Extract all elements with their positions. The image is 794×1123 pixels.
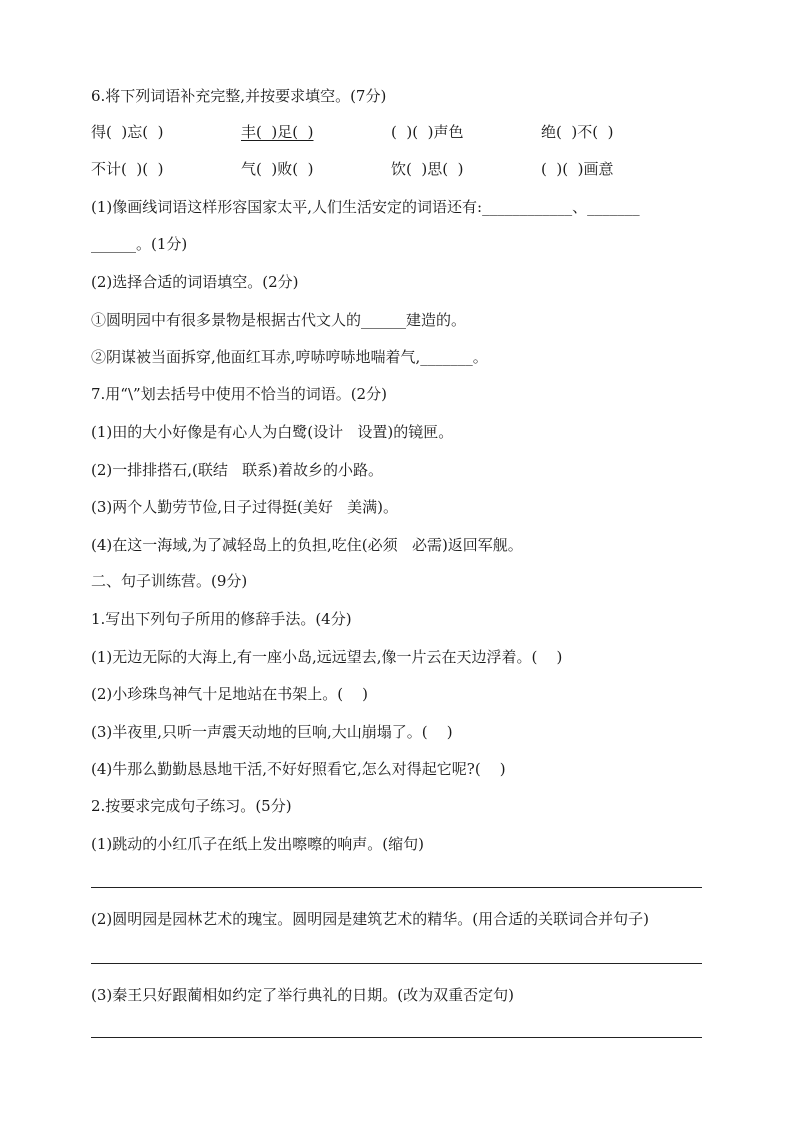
s2-q1-item[interactable]: (3)半夜里,只听一声震天动地的巨响,大山崩塌了。( ) xyxy=(91,723,453,741)
idiom-blank[interactable]: ( )( )声色 xyxy=(391,123,464,141)
q7-item[interactable]: (1)田的大小好像是有心人为白鹭(设计 设置)的镜匣。 xyxy=(91,423,454,441)
q6-heading: 6.将下列词语补充完整,并按要求填空。(7分) xyxy=(91,87,387,105)
idiom-blank[interactable]: 得( )忘( ) xyxy=(91,123,164,141)
q6-sub1-line1[interactable]: (1)像画线词语这样形容国家太平,人们生活安定的词语还有:____________、_______ xyxy=(91,198,640,216)
idiom-blank[interactable]: 饮( )思( ) xyxy=(391,160,464,178)
q7-item[interactable]: (3)两个人勤劳节俭,日子过得挺(美好 美满)。 xyxy=(91,498,399,516)
s2-q2-item: (1)跳动的小红爪子在纸上发出嚓嚓的响声。(缩句) xyxy=(91,835,424,853)
q6-idiom-row-1 xyxy=(91,122,651,142)
s2-q1-item[interactable]: (4)牛那么勤勤恳恳地干活,不好好照看它,怎么对得起它呢?( ) xyxy=(91,760,506,778)
s2-q1-item[interactable]: (2)小珍珠鸟神气十足地站在书架上。( ) xyxy=(91,685,369,703)
s2-q1-item[interactable]: (1)无边无际的大海上,有一座小岛,远远望去,像一片云在天边浮着。( ) xyxy=(91,648,563,666)
q7-item[interactable]: (2)一排排搭石,(联结 联系)着故乡的小路。 xyxy=(91,461,384,479)
answer-line[interactable] xyxy=(91,1037,702,1038)
idiom-blank[interactable]: 不计( )( ) xyxy=(91,160,164,178)
q6-sub1-line2[interactable]: ______。(1分) xyxy=(91,235,188,253)
s2-q2-item: (3)秦王只好跟蔺相如约定了举行典礼的日期。(改为双重否定句) xyxy=(91,986,514,1004)
s2-q2-heading: 2.按要求完成句子练习。(5分) xyxy=(91,797,292,815)
idiom-blank-underlined[interactable]: 丰( )足( ) xyxy=(241,123,314,141)
q6-idiom-row-2 xyxy=(91,159,651,179)
section2-heading: 二、句子训练营。(9分) xyxy=(91,572,248,590)
idiom-blank[interactable]: ( )( )画意 xyxy=(541,160,614,178)
q7-heading: 7.用“\”划去括号中使用不恰当的词语。(2分) xyxy=(91,385,387,403)
answer-line[interactable] xyxy=(91,887,702,888)
s2-q2-item: (2)圆明园是园林艺术的瑰宝。圆明园是建筑艺术的精华。(用合适的关联词合并句子) xyxy=(91,910,649,928)
q6-sub2-heading: (2)选择合适的词语填空。(2分) xyxy=(91,273,299,291)
idiom-blank[interactable]: 绝( )不( ) xyxy=(541,123,614,141)
q6-sub2-item-b[interactable]: ②阴谋被当面拆穿,他面红耳赤,哼哧哼哧地喘着气,_______。 xyxy=(91,348,488,366)
s2-q1-heading: 1.写出下列句子所用的修辞手法。(4分) xyxy=(91,610,352,628)
idiom-blank[interactable]: 气( )败( ) xyxy=(241,160,314,178)
q6-sub2-item-a[interactable]: ①圆明园中有很多景物是根据古代文人的______建造的。 xyxy=(91,311,467,329)
q7-item[interactable]: (4)在这一海域,为了减轻岛上的负担,吃住(必须 必需)返回军舰。 xyxy=(91,536,523,554)
answer-line[interactable] xyxy=(91,963,702,964)
